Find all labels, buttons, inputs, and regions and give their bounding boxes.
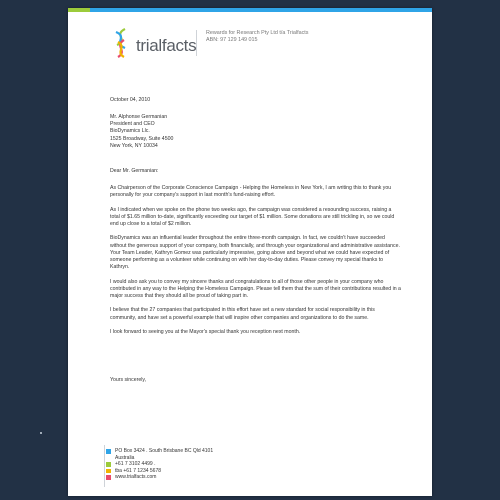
fax-icon: [106, 469, 111, 474]
header-divider: [196, 30, 197, 56]
recipient-address: [110, 114, 402, 150]
footer-divider: [104, 445, 105, 487]
body-paragraph: BioDynamics was an influential leader throughout the entire three-month campaign. In fact, we couldn't have succeeded without the generous support of your company, both financially, and through your organizational and administrative assistance. Your Team Leader, Kathryn Gomez was particularly impressive, going above and beyond what we could have expected of someone performing as a volunteer while continuing on with her day-to-day duties. Please convey my special thanks to Kathryn.: [110, 235, 400, 271]
body-paragraph: I look forward to seeing you at the Mayor's special thank you reception next month.: [110, 328, 301, 335]
footer-web-row: [106, 474, 213, 481]
letterhead-page: [68, 8, 432, 496]
footer-fax-row: [106, 468, 213, 475]
body-paragraph: I believe that the 27 companies that participated in this effort have set a new standard for social responsibility in this community, and have set a powerful example that will inspire other companies and organizations to do the same.: [110, 307, 375, 321]
background-speck: [40, 432, 42, 434]
footer-address: PO Box 3424 . South Brisbane BC Qld 4101: [115, 448, 214, 454]
body-paragraph: As I indicated when we spoke on the phone two weeks ago, the campaign was considered a resounding success, raising a total of $1.65 million to-date, significantly exceeding our target of $1 million. Some donations are still trickling in, so we could end up close to a total of $2 million.: [110, 206, 395, 227]
web-icon: [106, 475, 111, 480]
accent-stripe-green: [68, 8, 90, 12]
footer-phone-row: [106, 461, 213, 468]
body-paragraph: As Chairperson of the Corporate Conscience Campaign - Helping the Homeless in New York, I am writing this to thank you personally for your company's support in last month's fund-raising effort.: [110, 185, 392, 199]
company-details: [206, 30, 308, 44]
recipient-title: President and CEO: [110, 121, 155, 128]
recipient-street: 1525 Broadway, Suite 4500: [110, 135, 174, 142]
footer-address-row: [106, 448, 213, 455]
mail-icon: [106, 449, 111, 454]
brand-name: trialfacts: [136, 36, 197, 55]
accent-stripe-blue: [90, 8, 432, 12]
footer-web[interactable]: www.trialfacts.com: [115, 474, 157, 481]
footer-phone: +61 7 3102 4499 .: [115, 461, 156, 468]
letter-date: October 04, 2010: [110, 97, 151, 103]
body-paragraph: I would also ask you to convey my sincere thanks and congratulations to all of those other people in your company who contributed in any way to the Helping the Homeless Campaign. Please tell them that the sum of their contributions resulted in a major success that they should all be proud of taking part in.: [110, 278, 401, 299]
phone-icon: [106, 462, 111, 467]
recipient-name: Mr. Alphonse Germanian: [110, 114, 168, 120]
footer-contact: [106, 448, 213, 481]
trialfacts-logo-icon: [110, 28, 132, 58]
closing: Yours sincerely,: [110, 377, 147, 383]
footer-country: Australia: [115, 454, 135, 461]
recipient-company: BioDynamics Llc.: [110, 128, 150, 135]
footer-fax: tba +61 7 1234 5678: [115, 467, 162, 474]
salutation: Dear Mr. Germanian:: [110, 168, 159, 174]
company-abn: ABN: 97 129 149 015: [206, 37, 258, 43]
recipient-city: New York, NY 10034: [110, 142, 158, 149]
company-name: Rewards for Research Pty Ltd t/a Trialfacts: [206, 30, 309, 36]
letter-body: [110, 185, 402, 343]
